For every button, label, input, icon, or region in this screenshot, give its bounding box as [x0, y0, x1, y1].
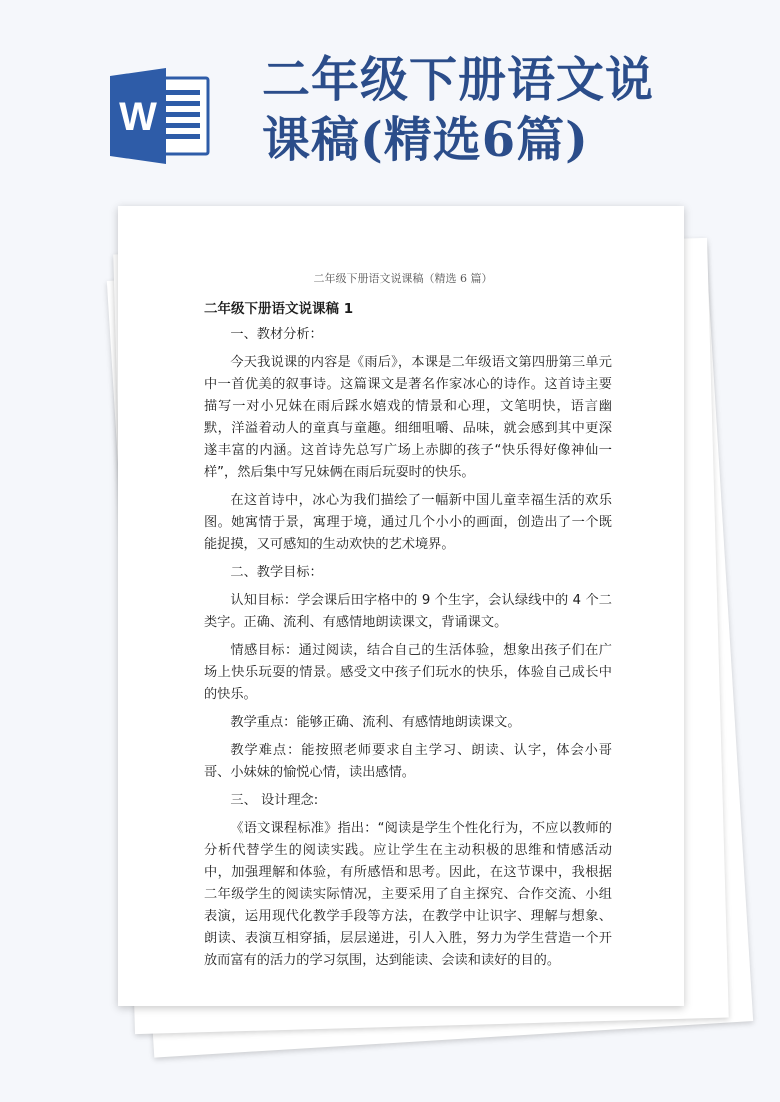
document-body — [204, 270, 612, 972]
title-line-1: 二年级下册语文说 — [262, 52, 655, 108]
word-icon — [108, 68, 212, 164]
paragraph-6: 教学难点：能按照老师要求自主学习、朗读、认字，体会小哥哥、小妹妹的愉悦心情，读出感情。 — [204, 743, 612, 780]
title-line-2: 课稿(精选6篇) — [262, 112, 589, 168]
paragraph-4: 情感目标：通过阅读，结合自己的生活体验，想象出孩子们在广场上快乐玩耍的情景。感受文中孩子们玩水的快乐，体验自己成长中的快乐。 — [204, 643, 612, 702]
paragraph-5: 教学重点：能够正确、流利、有感情地朗读课文。 — [230, 715, 521, 730]
page-title — [262, 50, 762, 170]
document-heading: 二年级下册语文说课稿 1 — [204, 301, 354, 317]
paragraph-3: 认知目标：学会课后田字格中的 9 个生字，会认绿线中的 4 个二类字。正确、流利、有感情地朗读课文，背诵课文。 — [204, 593, 612, 630]
section-heading-2: 二、教学目标： — [230, 565, 323, 580]
section-heading-1: 一、教材分析： — [230, 327, 323, 342]
running-head: 二年级下册语文说课稿（精选 6 篇） — [313, 272, 493, 285]
section-heading-3: 三、 设计理念: — [230, 793, 319, 808]
paragraph-2: 在这首诗中，冰心为我们描绘了一幅新中国儿童幸福生活的欢乐图。她寓情于景，寓理于境，通过几个小小的画面，创造出了一个既能捉摸，又可感知的生动欢快的艺术境界。 — [204, 493, 612, 552]
paragraph-1: 今天我说课的内容是《雨后》，本课是二年级语文第四册第三单元中一首优美的叙事诗。这篇课文是著名作家冰心的诗作。这首诗主要描写一对小兄妹在雨后踩水嬉戏的情景和心理，文笔明快，语言幽默，洋溢着动人的童真与童趣。细细咀嚼、品味，就会感到其中更深遂丰富的内涵。这首诗先总写广场上赤脚的孩子“快乐得好像神仙一样”，然后集中写兄妹俩在雨后玩耍时的快乐。 — [204, 355, 612, 480]
word-icon-letter: W — [119, 95, 157, 139]
paragraph-7: 《语文课程标准》指出：“阅读是学生个性化行为，不应以教师的分析代替学生的阅读实践。应让学生在主动积极的思维和情感活动中，加强理解和体验，有所感悟和思考。因此，在这节课中，我根据二年级学生的阅读实际情况，主要采用了自主探究、合作交流、小组表演，运用现代化教学手段等方法，在教学中让识字、理解与想象、朗读、表演互相穿插，层层递进，引人入胜，努力为学生营造一个开放而富有的活力的学习氛围，达到能读、会读和读好的目的。 — [204, 821, 612, 968]
